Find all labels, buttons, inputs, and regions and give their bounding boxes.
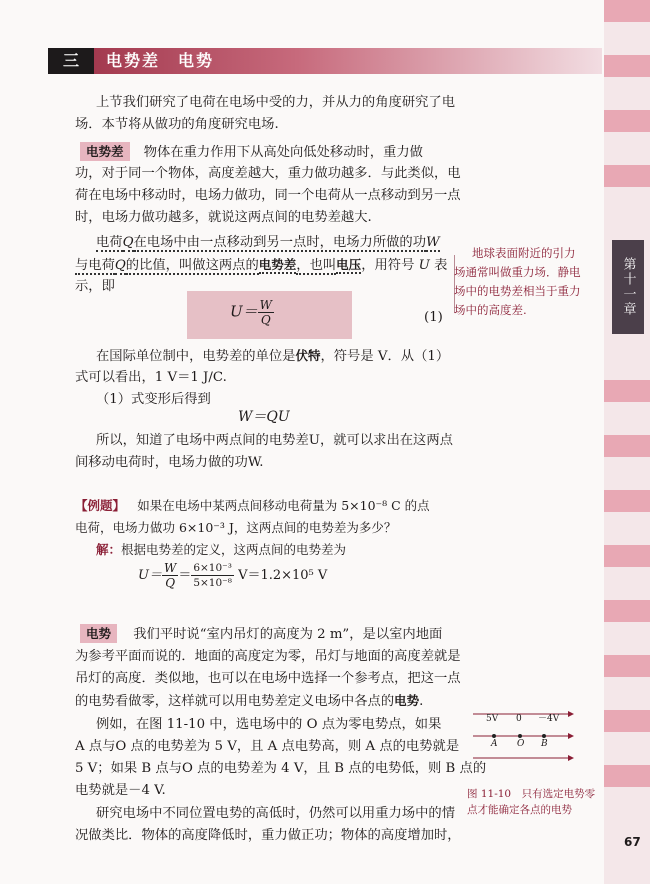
margin-stripe <box>604 545 650 567</box>
side-note: 地球表面附近的引力 场通常叫做重力场．静电 场中的电势差相当于重力 场中的高度差. <box>454 246 581 317</box>
example2-line: 电势就是－4 V. <box>75 783 166 798</box>
definition-line-1: 电荷Q在电场中由一点移动到另一点时，电场力所做的功W <box>96 235 440 250</box>
term-tag-potential: 电势 <box>80 624 117 643</box>
margin-stripe <box>604 435 650 457</box>
formula-w-equals-qu: W＝QU <box>238 409 290 425</box>
margin-stripe <box>604 165 650 187</box>
units-line: （1）式变形后得到 <box>96 392 211 407</box>
margin-stripe <box>604 710 650 732</box>
margin-stripe <box>604 380 650 402</box>
pd-paragraph-first-line: 电势差 物体在重力作用下从高处向低处移动时，重力做 <box>80 141 423 164</box>
keyword-potential: 电势 <box>394 693 420 708</box>
example2-line: 5 V；如果 B 点与O 点的电势差为 4 V，且 B 点的电势低，则 B 点的 <box>75 761 487 776</box>
intro-line: 场．本节将从做功的角度研究电场. <box>75 117 279 132</box>
units-line: 在国际单位制中，电势差的单位是伏特，符号是 V．从（1） <box>96 348 450 364</box>
units-line: 所以，知道了电场中两点间的电势差U，就可以求出在这两点 <box>96 433 453 448</box>
intro-line: 上节我们研究了电荷在电场中受的力，并从力的角度研究了电 <box>96 95 456 110</box>
section-title: 电势差 电势 <box>106 51 215 70</box>
units-line: 间移动电荷时，电场力做的功W. <box>75 455 264 470</box>
solution-formula: U＝ $\frac{W}{Q}$ ＝ $\frac{\text{6×10⁻³}}{\text{5×10⁻⁸}}$ V＝1.2×10⁵ V <box>138 561 328 590</box>
definition-line-2: 与电荷Q的比值，叫做这两点的电势差，也叫电压，用符号 U 表 <box>75 257 448 273</box>
figure-label-a-value: 5V <box>486 714 499 724</box>
figure-caption: 图 11-10 只有选定电势零 点才能确定各点的电势 <box>467 788 596 816</box>
margin-stripe <box>604 765 650 787</box>
solution-line: 解：根据电势差的定义，这两点间的电势差为 <box>96 542 347 557</box>
example-tag: 【例题】 <box>75 498 126 513</box>
definition-line-3: 示，即 <box>75 279 115 294</box>
example-line-1: 【例题】 如果在电场中某两点间移动电荷量为 5×10⁻⁸ C 的点 <box>75 498 430 513</box>
margin-stripe <box>604 55 650 77</box>
potential-line-1: 电势 我们平时说“室内吊灯的高度为 2 m”，是以室内地面 <box>80 623 442 646</box>
potential-line: 为参考平面而说的．地面的高度定为零，吊灯与地面的高度差就是 <box>75 649 461 664</box>
keyword-potential-difference: 电势差 <box>258 257 297 272</box>
page-number: 67 <box>624 835 641 849</box>
margin-stripe <box>604 490 650 512</box>
margin-stripe <box>604 655 650 677</box>
equation-label: (1) <box>424 310 443 325</box>
example-line-2: 电荷，电场力做功 6×10⁻³ J，这两点间的电势差为多少？ <box>75 520 397 535</box>
closing-line: 研究电场中不同位置电势的高低时，仍然可以用重力场中的情 <box>96 806 456 821</box>
pd-line: 功，对于同一个物体，高度差越大，重力做功越多．与此类似，电 <box>75 166 461 181</box>
margin-stripe <box>604 600 650 622</box>
figure-point-b: B <box>541 739 548 749</box>
figure-label-o-value: 0 <box>516 714 522 724</box>
solution-label: 解： <box>96 542 122 557</box>
pd-line: 荷在电场中移动时，电场力做功，同一个电荷从一点移动到另一点 <box>75 188 461 203</box>
keyword-volt: 伏特 <box>295 348 321 363</box>
section-number: 三 <box>48 48 94 74</box>
units-line: 式可以看出，1 V＝1 J/C. <box>75 370 227 385</box>
potential-line: 吊灯的高度．类似地，也可以在电场中选择一个参考点，把这一点 <box>75 671 461 686</box>
example2-line: 例如，在图 11-10 中，选电场中的 O 点为零电势点，如果 <box>96 717 442 732</box>
formula-u-equals-w-over-q: U＝ $\frac{W}{Q}$ <box>230 298 272 327</box>
margin-stripe <box>604 110 650 132</box>
potential-line: 的电势看做零，这样就可以用电势差定义电场中各点的电势. <box>75 693 424 709</box>
margin-stripe <box>604 0 650 22</box>
chapter-tab: 第十一章 <box>612 240 644 334</box>
term-tag-potential-difference: 电势差 <box>80 142 130 161</box>
keyword-voltage: 电压 <box>336 257 362 272</box>
closing-line: 况做类比．物体的高度降低时，重力做正功；物体的高度增加时， <box>75 828 461 843</box>
pd-line: 时，电场力做功越多，就说这两点间的电势差越大. <box>75 210 372 225</box>
figure-point-a: A <box>491 739 498 749</box>
figure-label-b-value: －4V <box>538 714 560 724</box>
figure-point-o: O <box>517 739 525 749</box>
example2-line: A 点与O 点的电势差为 5 V，且 A 点电势高，则 A 点的电势就是 <box>75 739 460 754</box>
